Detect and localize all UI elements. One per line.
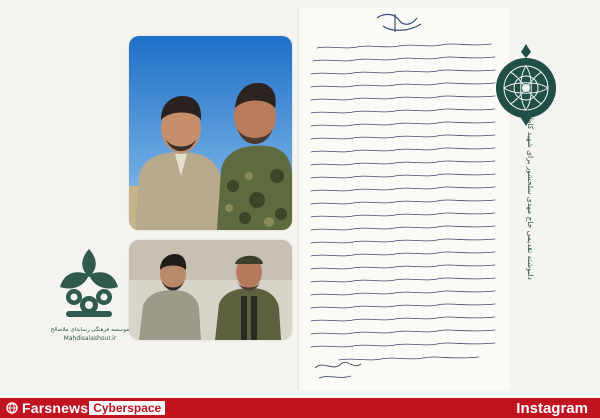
photo-top-image — [129, 36, 292, 230]
publisher-url: Mahdisalashour.ir — [63, 335, 117, 342]
photo-bottom-image — [129, 240, 292, 340]
footer-bar — [0, 398, 600, 418]
handwritten-letter — [298, 8, 509, 390]
footer-brand — [0, 398, 165, 418]
footer-brand-tag: Cyberspace — [89, 401, 165, 415]
farsnews-globe-icon — [6, 402, 18, 414]
letter-signature — [315, 362, 361, 378]
photo-top — [129, 36, 292, 230]
photo-bottom — [129, 240, 292, 340]
publisher-logo — [54, 245, 124, 325]
footer-brand-name: Farsnews — [22, 400, 89, 416]
footer-social-label: Instagram — [516, 399, 588, 417]
letter-vertical-caption: دلنوشته تقدیمی حاج مهدی سلحشور برای شهید کاظمی — [526, 107, 535, 280]
publisher-name: موسسه فرهنگی رسانه‌ای ملاصالح — [50, 327, 130, 333]
letter-handwriting-lines — [311, 44, 495, 360]
letter-calligraphy-header — [377, 14, 421, 32]
